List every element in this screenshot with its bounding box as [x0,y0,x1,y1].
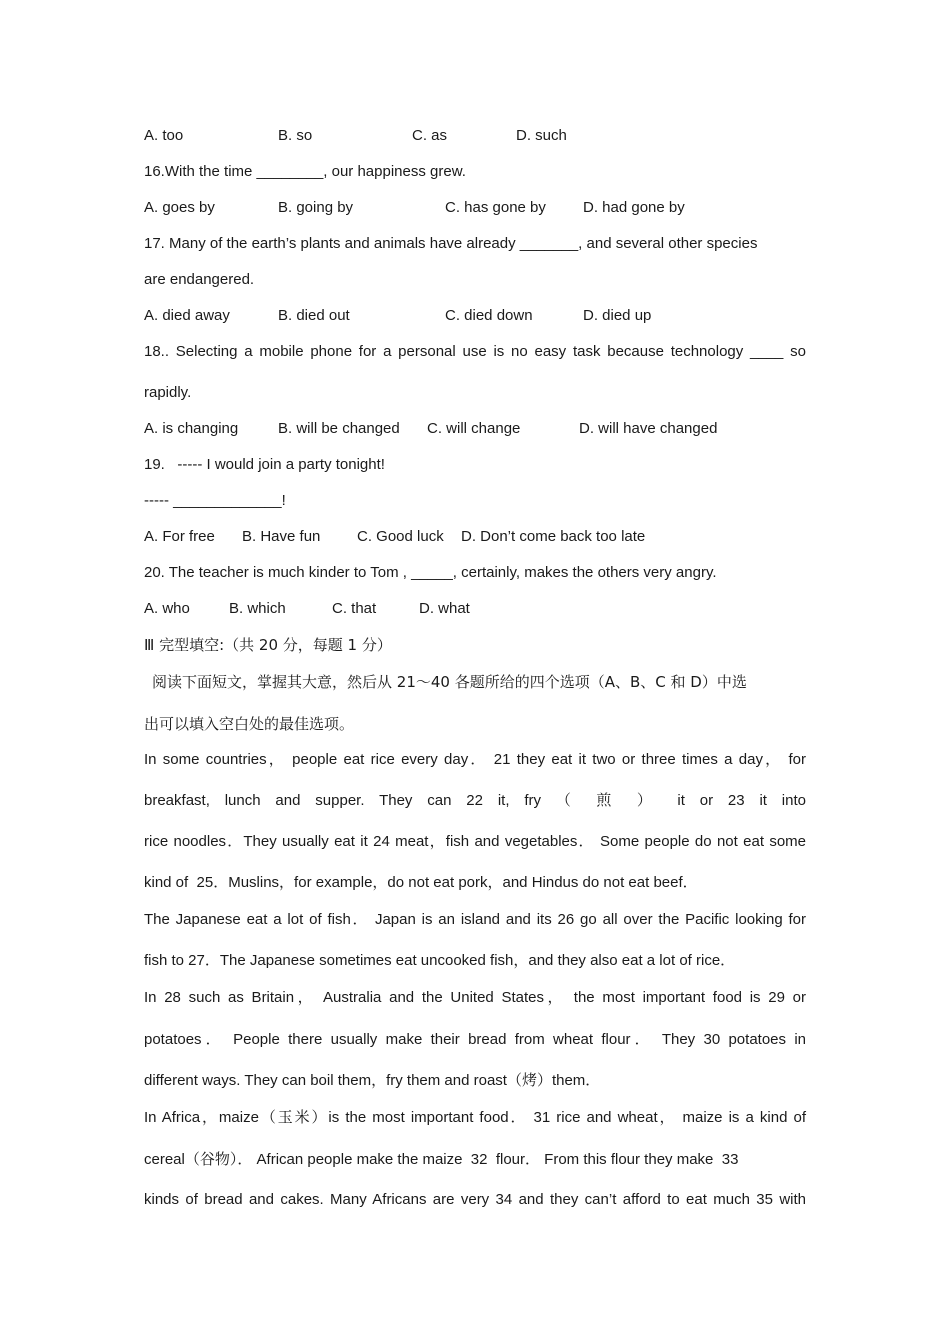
passage-p3-line1: In 28 such as Britain， Australia and the United States， the most important food is 29 or [144,989,806,1006]
q17-option-c: C. died down [445,307,533,324]
section3-heading: Ⅲ 完型填空:（共 20 分，每题 1 分） [144,636,392,654]
q16-option-d: D. had gone by [583,199,685,216]
passage-p1-line2: breakfast, lunch and supper. They can 22 it, fry （ 煎 ） it or 23 it into [144,792,806,809]
section3-instruction-line1: 阅读下面短文，掌握其大意，然后从 21～40 各题所给的四个选项（A、B、C 和 D）中选 [152,673,747,691]
q19-stem-line1: 19. ----- I would join a party tonight! [144,456,385,473]
q20-stem: 20. The teacher is much kinder to Tom , _____, certainly, makes the others very angry. [144,564,717,581]
q20-option-a: A. who [144,600,190,617]
q16-option-b: B. going by [278,199,354,216]
passage-p2-line2: fish to 27．The Japanese sometimes eat uncooked fish，and they also eat a lot of rice． [144,952,736,969]
q18-option-a: A. is changing [144,420,239,437]
passage-p4-line2: cereal（谷物）． African people make the maize 32 flour． From this flour they make 33 [144,1151,739,1168]
q17-option-d: D. died up [583,307,652,324]
q19-option-d: D. Don’t come back too late [461,528,646,545]
q15-option-c: C. as [412,127,448,144]
passage-p2-line1: The Japanese eat a lot of fish． Japan is an island and its 26 go all over the Pacific looking for [144,911,806,928]
q17-stem-line1: 17. Many of the earth’s plants and animals have already _______, and several other species [144,235,758,252]
q17-option-b: B. died out [278,307,350,324]
q18-options [144,419,806,439]
passage-p3-line3: different ways. They can boil them，fry them and roast（烤）them． [144,1072,601,1089]
passage-p3-line2: potatoes． People there usually make their bread from wheat flour． They 30 potatoes in [144,1031,806,1048]
q15-option-b: B. so [278,127,313,144]
q19-option-a: A. For free [144,528,215,545]
q15-option-d: D. such [516,127,567,144]
q20-option-c: C. that [332,600,377,617]
q19-option-b: B. Have fun [242,528,321,545]
q15-options [144,126,806,146]
q16-stem: 16.With the time ________, our happiness grew. [144,163,466,180]
section3-instruction-line2: 出可以填入空白处的最佳选项。 [144,715,355,733]
q18-option-d: D. will have changed [579,420,718,437]
passage-p1-line3: rice noodles．They usually eat it 24 meat，fish and vegetables． Some people do not eat some [144,833,806,850]
q17-stem-line2: are endangered. [144,271,255,288]
passage-p1-line4: kind of 25．Muslins，for example，do not eat pork，and Hindus do not eat beef． [144,874,698,891]
q19-options [144,527,806,547]
q17-options [144,306,806,326]
passage-p4-line3: kinds of bread and cakes. Many Africans are very 34 and they can’t afford to eat much 35 with [144,1191,806,1208]
q17-option-a: A. died away [144,307,230,324]
passage-p4-line1: In Africa，maize（玉米）is the most important food． 31 rice and wheat， maize is a kind of [144,1109,806,1126]
q20-option-d: D. what [419,600,470,617]
q20-option-b: B. which [229,600,286,617]
q16-options [144,198,806,218]
q19-option-c: C. Good luck [357,528,444,545]
q16-option-a: A. goes by [144,199,215,216]
passage-p1-line1: In some countries， people eat rice every day． 21 they eat it two or three times a day， for [144,751,806,768]
q18-stem-line2: rapidly. [144,384,192,401]
q15-option-a: A. too [144,127,184,144]
q18-option-b: B. will be changed [278,420,400,437]
q16-option-c: C. has gone by [445,199,546,216]
q19-stem-line2: ----- _____________! [144,492,286,509]
q18-stem-line1: 18.. Selecting a mobile phone for a personal use is no easy task because technology ____ so [144,343,806,360]
q18-option-c: C. will change [427,420,521,437]
q20-options [144,599,806,619]
